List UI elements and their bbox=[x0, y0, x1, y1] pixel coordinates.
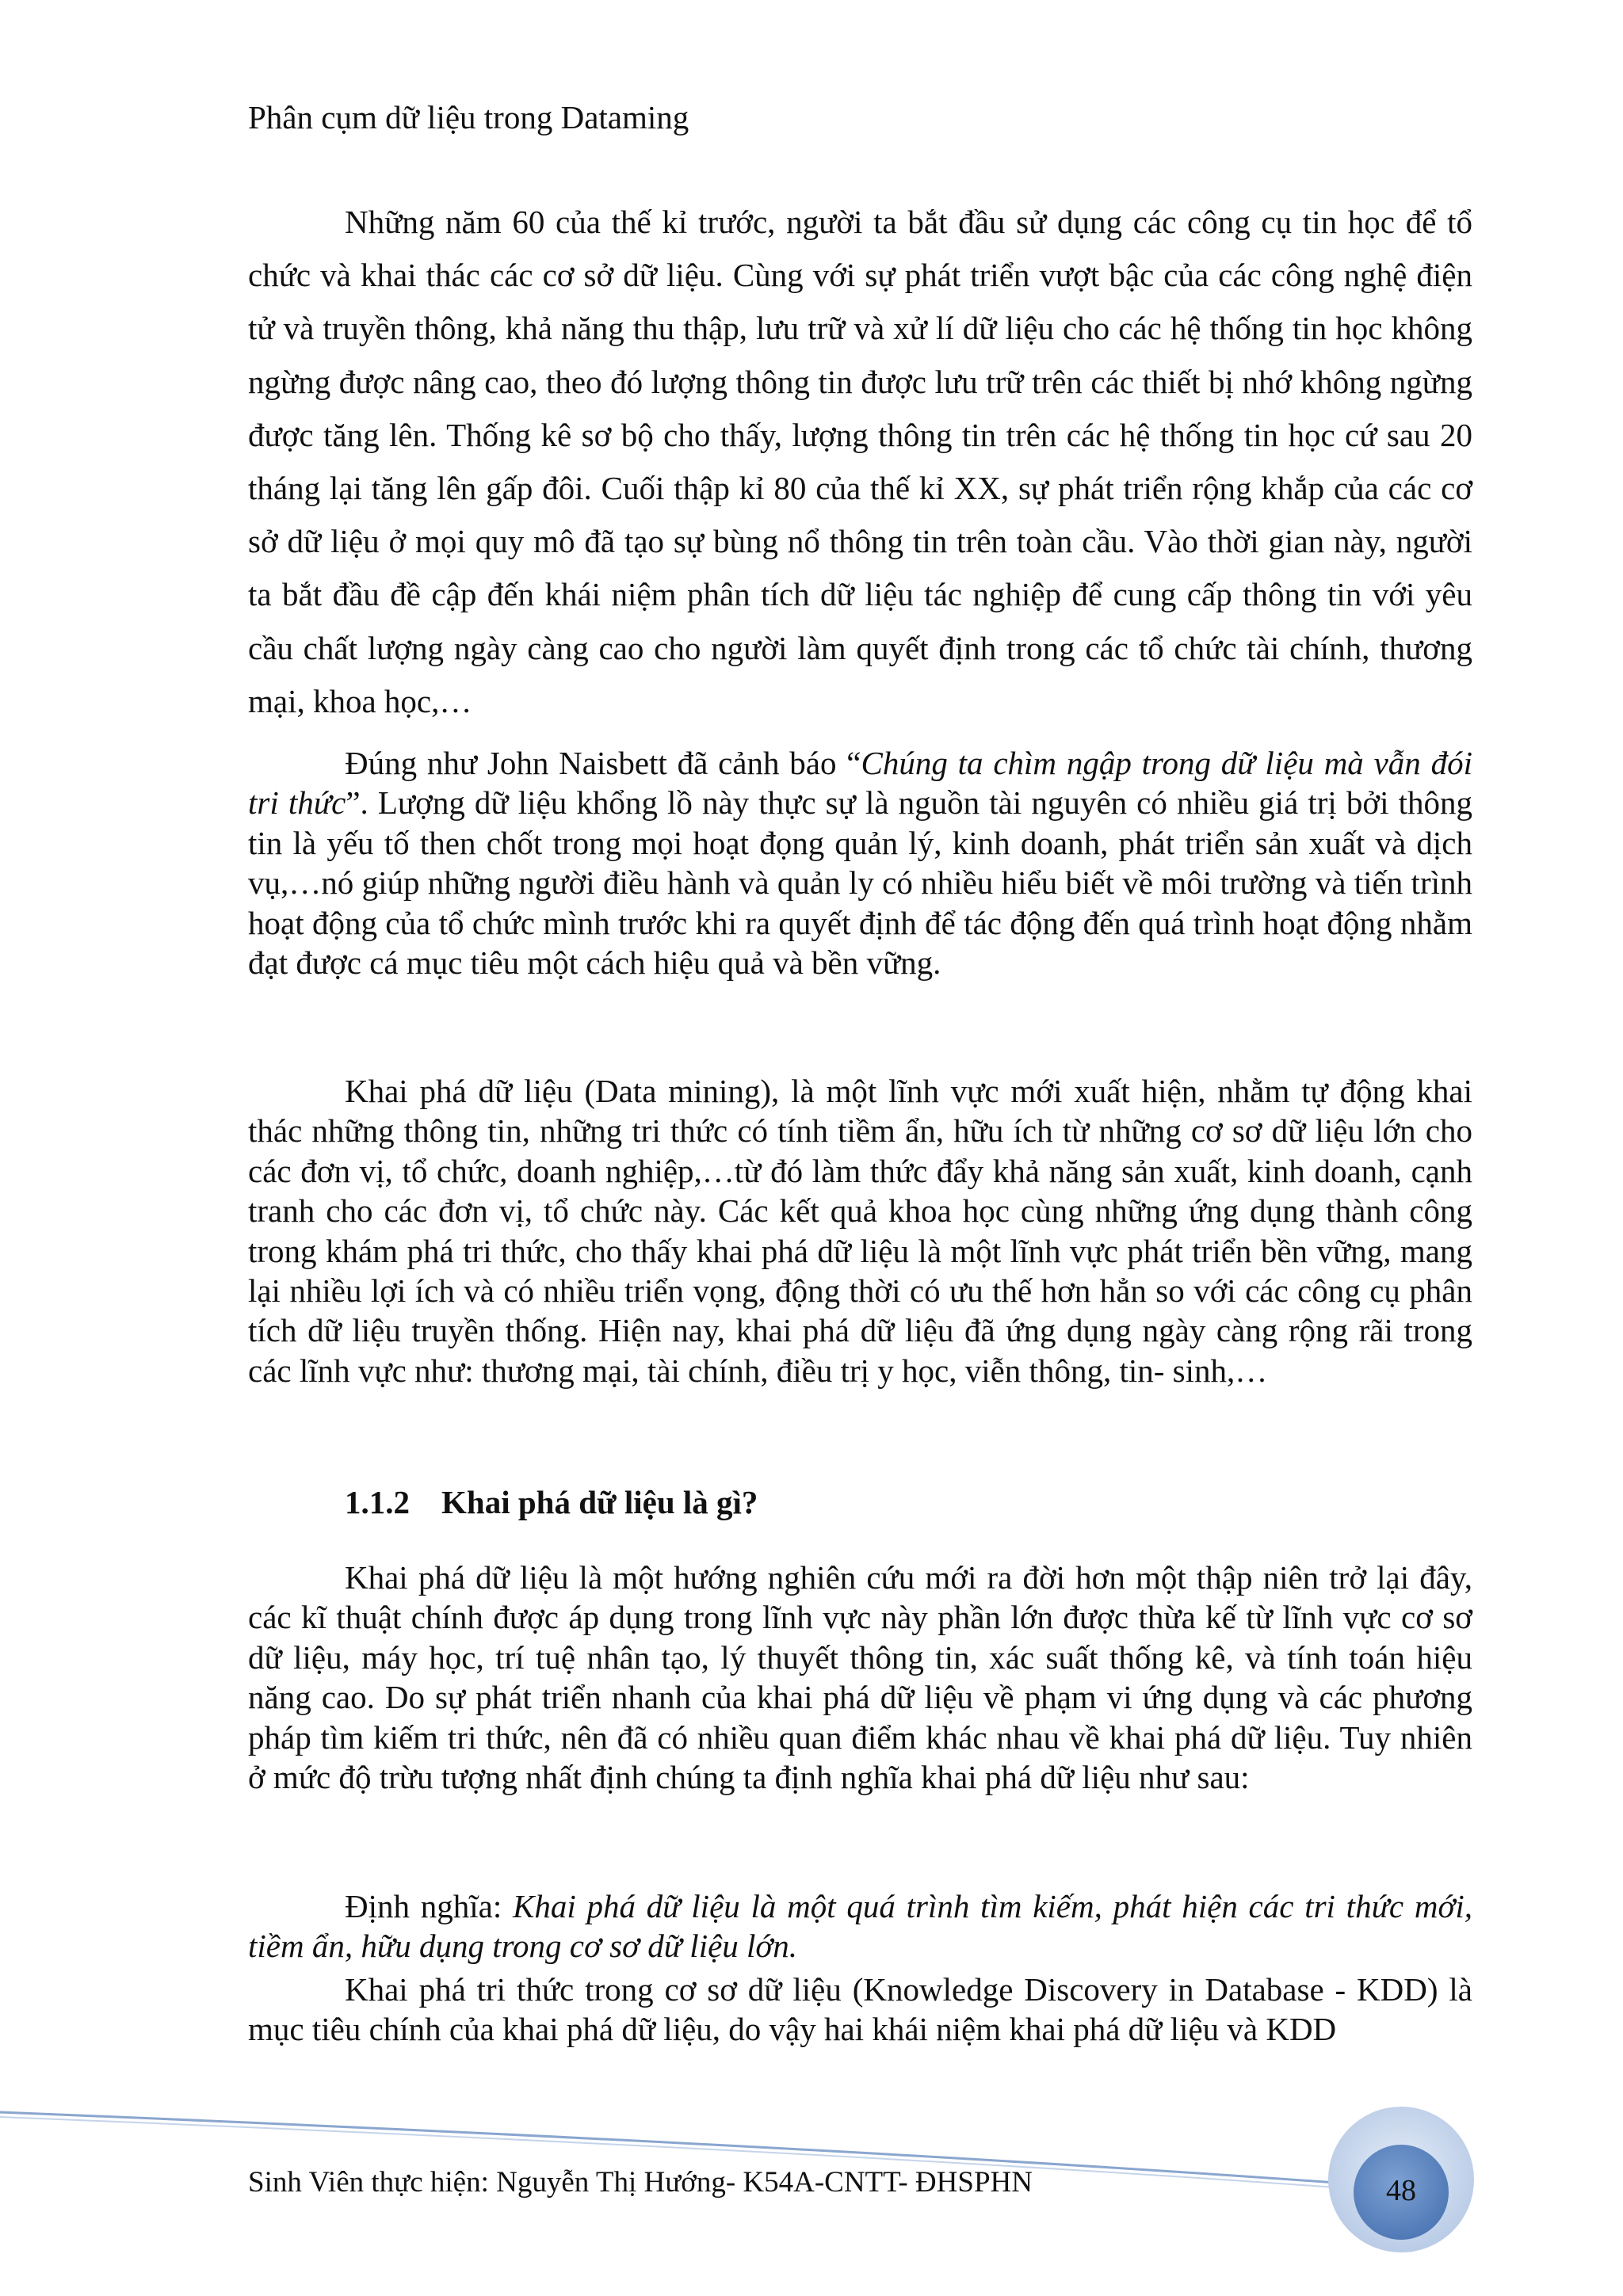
paragraph-intro-text: Những năm 60 của thế kỉ trước, người ta bắt đầu sử dụng các công cụ tin học để tổ chức và khai thác các cơ sở dữ liệu. Cùng với sự phát triển vượt bậc của các công nghệ điện tử và truyền thông, khả năng thu thập, lưu trữ và xử lí dữ liệu cho các hệ thống tin học không ngừng được nâng cao, theo đó lượng thông tin được lưu trữ trên các thiết bị nhớ không ngừng được tăng lên. Thống kê sơ bộ cho thấy, lượng thông tin trên các hệ thống tin học cứ sau 20 tháng lại tăng lên gấp đôi. Cuối thập kỉ 80 của thế kỉ XX, sự phát triển rộng khắp của các cơ sở dữ liệu ở mọi quy mô đã tạo sự bùng nổ thông tin trên toàn cầu. Vào thời gian này, người ta bắt đầu đề cập đến khái niệm phân tích dữ liệu tác nghiệp để cung cấp thông tin với yêu cầu chất lượng ngày càng cao cho người làm quyết định trong các tổ chức tài chính, thương mại, khoa học,… bbox=[248, 204, 1472, 719]
paragraph-what-is-text: Khai phá dữ liệu là một hướng nghiên cứu mới ra đời hơn một thập niên trở lại đây, các kĩ thuật chính được áp dụng trong lĩnh vực này phần lớn được thừa kế từ lĩnh vực cơ sơ dữ liệu, máy học, trí tuệ nhân tạo, lý thuyết thông tin, xác suất thống kê, và tính toán hiệu năng cao. Do sự phát triển nhanh của khai phá dữ liệu về phạm vi ứng dụng và các phương pháp tìm kiếm tri thức, nên đã có nhiều quan điểm khác nhau về khai phá dữ liệu. Tuy nhiên ở mức độ trừu tượng nhất định chúng ta định nghĩa khai phá dữ liệu như sau: bbox=[248, 1559, 1472, 1796]
page-number: 48 bbox=[1386, 2174, 1416, 2207]
paragraph-kdd-text: Khai phá tri thức trong cơ sơ dữ liệu (Knowledge Discovery in Database - KDD) là mục tiêu chính của khai phá dữ liệu, do vậy hai khái niệm khai phá dữ liệu và KDD bbox=[248, 1971, 1472, 2048]
footer-author: Sinh Viên thực hiện: Nguyễn Thị Hướng- K54A-CNTT- ĐHSPHN bbox=[248, 2166, 1033, 2199]
section-title: Khai phá dữ liệu là gì? bbox=[441, 1484, 758, 1520]
paragraph-quote bbox=[248, 743, 1472, 982]
page-header: Phân cụm dữ liệu trong Dataming bbox=[248, 99, 689, 135]
section-number: 1.1.2 bbox=[345, 1484, 410, 1520]
quote-lead: Đúng như John Naisbett đã cảnh báo “ bbox=[345, 745, 861, 781]
paragraph-quote-text bbox=[248, 743, 1472, 982]
definition-paragraph bbox=[248, 1886, 1472, 1966]
definition-label: Định nghĩa: bbox=[345, 1888, 513, 1924]
quote-rest: ”. Lượng dữ liệu khổng lồ này thực sự là nguồn tài nguyên có nhiều giá trị bởi thông tin là yếu tố then chốt trong mọi hoạt đọng quản lý, kinh doanh, phát triển sản xuất và dịch vụ,…nó giúp những người điều hành và quản ly có nhiều hiểu biết về môi trường và tiến trình hoạt động của tổ chức mình trước khi ra quyết định để tác động đến quá trình hoạt động nhằm đạt được cá mục tiêu một cách hiệu quả và bền vững. bbox=[248, 784, 1472, 982]
paragraph-data-mining bbox=[248, 1071, 1472, 1390]
paragraph-kdd bbox=[248, 1970, 1472, 2050]
paragraph-what-is bbox=[248, 1558, 1472, 1797]
paragraph-data-mining-text: Khai phá dữ liệu (Data mining), là một lĩnh vực mới xuất hiện, nhằm tự động khai thác những thông tin, những tri thức có tính tiềm ẩn, hữu ích từ những cơ sơ dữ liệu lớn cho các đơn vị, tổ chức, doanh nghiệp,…từ đó làm thức đẩy khả năng sản xuất, kinh doanh, cạnh tranh cho các đơn vị, tổ chức này. Các kết quả khoa học cùng những ứng dụng thành công trong khám phá tri thức, cho thấy khai phá dữ liệu là một lĩnh vực phát triển bền vững, mang lại nhiều lợi ích và có nhiều triển vọng, động thời có ưu thế hơn hẳn so với các công cụ phân tích dữ liệu truyền thống. Hiện nay, khai phá dữ liệu đã ứng dụng ngày càng rộng rãi trong các lĩnh vực như: thương mại, tài chính, điều trị y học, viễn thông, tin- sinh,… bbox=[248, 1073, 1472, 1389]
definition-body: Khai phá dữ liệu là một quá trình tìm kiếm, phát hiện các tri thức mới, tiềm ẩn, hữu dụng trong cơ sơ dữ liệu lớn. bbox=[248, 1888, 1472, 1965]
definition-text bbox=[248, 1886, 1472, 1966]
quote-italic: Chúng ta chìm ngập trong dữ liệu mà vẫn đói tri thức bbox=[248, 745, 1472, 822]
section-heading bbox=[345, 1482, 758, 1523]
paragraph-intro bbox=[248, 196, 1472, 728]
